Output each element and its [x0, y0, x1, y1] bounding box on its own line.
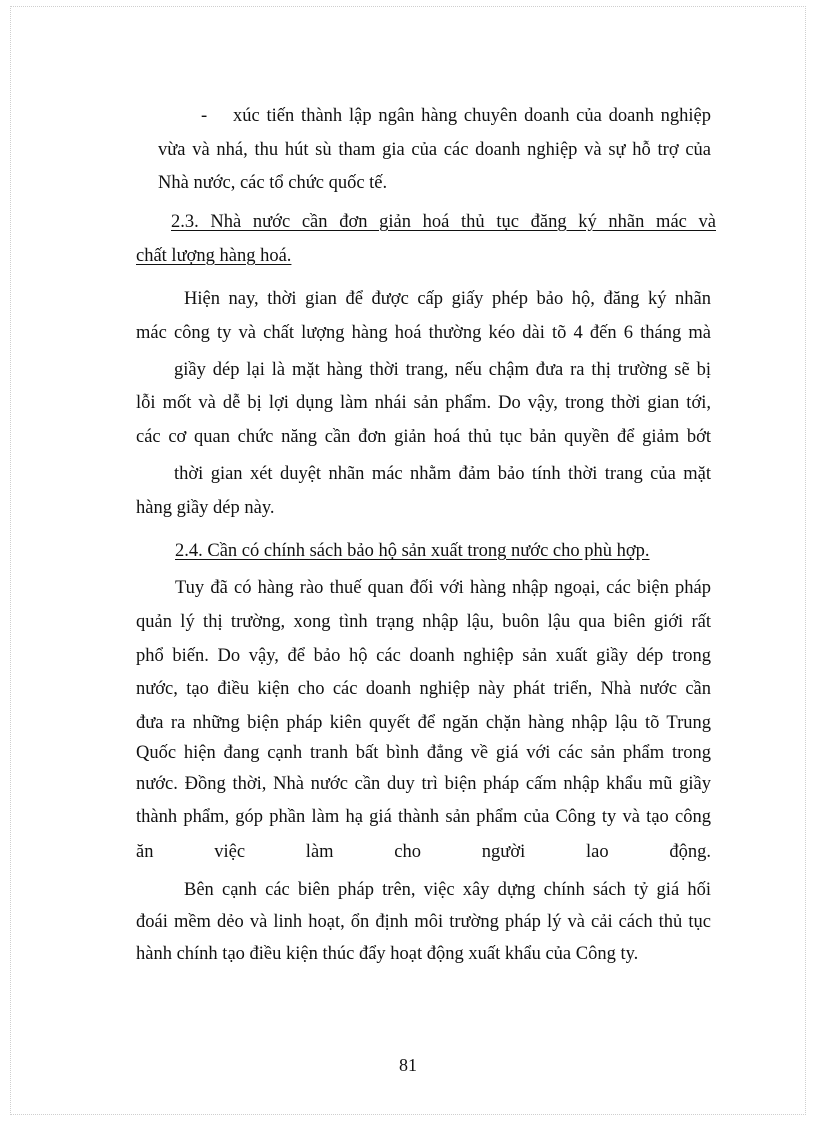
- text-line: phổ biến. Do vậy, để bảo hộ các doanh nghiệp sản xuất giầy dép trong: [136, 646, 711, 666]
- bullet-dash: -: [201, 106, 208, 126]
- text-line: thời gian xét duyệt nhãn mác nhằm đảm bảo tính thời trang của mặt: [174, 464, 711, 484]
- text-line: thành phẩm, góp phần làm hạ giá thành sản phẩm của Công ty và tạo công: [136, 807, 711, 827]
- text-line: mác công ty và chất lượng hàng hoá thường kéo dài tõ 4 đến 6 tháng mà: [136, 323, 711, 343]
- section-heading-2-4: 2.4. Cần có chính sách bảo hộ sản xuất trong nước cho phù hợp.: [175, 541, 650, 561]
- text-line: vừa và nhá, thu hút sù tham gia của các doanh nghiệp và sự hỗ trợ của: [158, 140, 711, 160]
- section-heading-2-3: 2.3. Nhà nước cần đơn giản hoá thủ tục đăng ký nhãn mác và: [171, 212, 716, 232]
- text-line: lỗi mốt và dễ bị lợi dụng làm nhái sản phẩm. Do vậy, trong thời gian tới,: [136, 393, 711, 413]
- text-line: đưa ra những biện pháp kiên quyết để ngăn chặn hàng nhập lậu tõ Trung: [136, 713, 711, 733]
- text-line: các cơ quan chức năng cần đơn giản hoá thủ tục bản quyền để giảm bớt: [136, 427, 711, 447]
- text-line: nước. Đồng thời, Nhà nước cần duy trì biện pháp cấm nhập khẩu mũ giầy: [136, 774, 711, 794]
- text-line: đoái mềm dẻo và linh hoạt, ổn định môi trường pháp lý và cải cách thủ tục: [136, 912, 711, 932]
- section-heading-2-3-cont: chất lượng hàng hoá.: [136, 246, 292, 266]
- text-line: Tuy đã có hàng rào thuế quan đối với hàng nhập ngoại, các biện pháp: [175, 578, 711, 598]
- text-line: giầy dép lại là mặt hàng thời trang, nếu chậm đưa ra thị trường sẽ bị: [174, 360, 711, 380]
- text-line: Quốc hiện đang cạnh tranh bất bình đẳng về giá với các sản phẩm trong: [136, 743, 711, 763]
- text-line: quản lý thị trường, xong tình trạng nhập lậu, buôn lậu qua biên giới rất: [136, 612, 711, 632]
- text-line: xúc tiến thành lập ngân hàng chuyên doanh của doanh nghiệp: [233, 106, 711, 126]
- text-line: hàng giầy dép này.: [136, 498, 275, 518]
- page-number: 81: [399, 1055, 417, 1075]
- text-line: Bên cạnh các biên pháp trên, việc xây dựng chính sách tỷ giá hối: [184, 880, 711, 900]
- text-line: Nhà nước, các tổ chức quốc tế.: [158, 173, 388, 193]
- text-line: hành chính tạo điều kiện thúc đẩy hoạt động xuất khẩu của Công ty.: [136, 944, 639, 964]
- text-line: Hiện nay, thời gian để được cấp giấy phép bảo hộ, đăng ký nhãn: [184, 289, 711, 309]
- text-line: nước, tạo điều kiện cho các doanh nghiệp này phát triển, Nhà nước cần: [136, 679, 711, 699]
- text-line: ăn việc làm cho người lao động.: [136, 842, 711, 862]
